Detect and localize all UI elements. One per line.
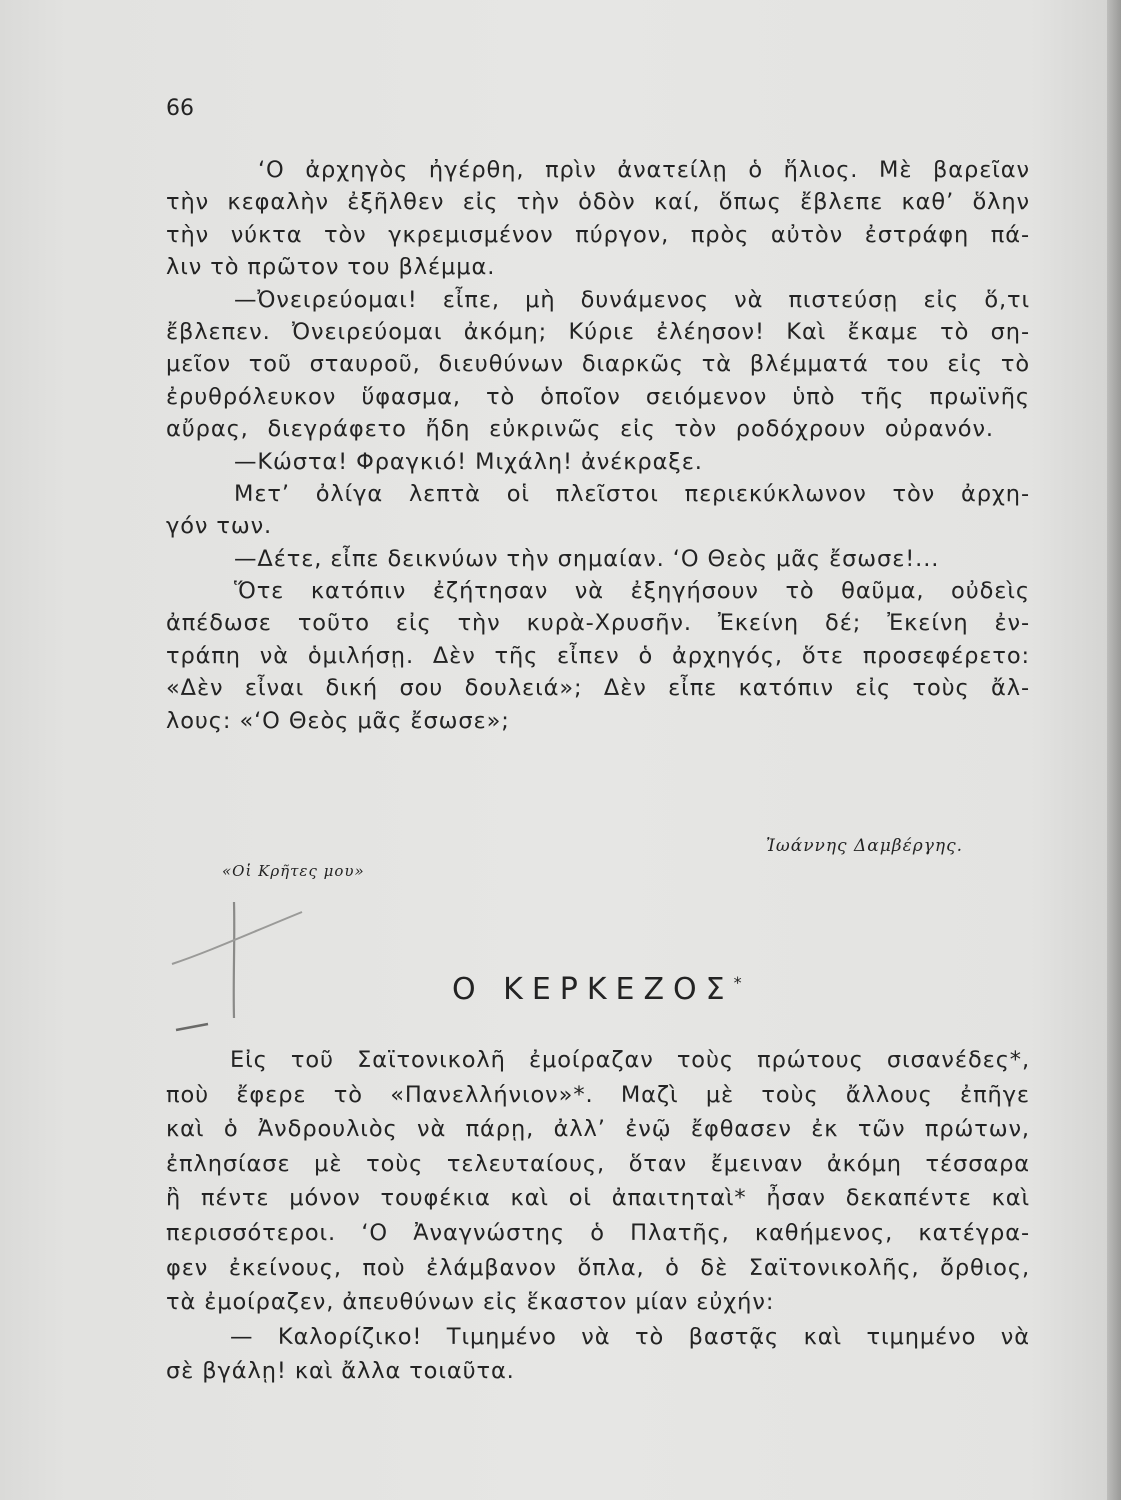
chapter-title: Ο ΚΕΡΚΕΖΟΣ [452,972,734,1007]
paragraph-line: τὴν κεφαλὴν ἐξῆλθεν εἰς τὴν ὁδὸν καί, ὅπως ἔβλεπε καθ’ ὅλην [166,189,1030,216]
paragraph-line: ἐρυθρόλευκον ὕφασμα, τὸ ὁποῖον σειόμενον ὑπὸ τῆς πρωϊνῆς [166,383,1030,410]
paragraph-line: αὔρας, διεγράφετο ἤδη εὐκρινῶς εἰς τὸν ροδόχρουν οὐρανόν. [166,416,994,443]
paragraph-line: ἔβλεπεν. Ὀνειρεύομαι ἀκόμη; Κύριε ἐλέησον! Καὶ ἔκαμε τὸ ση- [166,318,1030,345]
paragraph-line: φεν ἐκείνους, ποὺ ἐλάμβανον ὅπλα, ὁ δὲ Σαϊτονικολῆς, ὄρθιος, [166,1254,1030,1281]
paragraph-line: Ὅτε κατόπιν ἐζήτησαν νὰ ἐξηγήσουν τὸ θαῦμα, οὐδεὶς [234,578,1030,605]
paragraph-line: λους: «‘Ο Θεὸς μᾶς ἔσωσε»; [166,707,510,734]
paragraph-line: τὴν νύκτα τὸν γκρεμισμένον πύργον, πρὸς αὐτὸν ἐστράφη πά- [166,221,1030,248]
paragraph-line: καὶ ὁ Ἀνδρουλιὸς νὰ πάρῃ, ἀλλ’ ἐνῷ ἔφθασεν ἐκ τῶν πρώτων, [166,1116,1030,1143]
chapter-heading [452,972,742,1007]
paragraph-line: περισσότεροι. ‘Ο Ἀναγνώστης ὁ Πλατῆς, καθήμενος, κατέγρα- [166,1219,1030,1246]
story-ending [166,154,1030,737]
paragraph-line: τὰ ἐμοίραζεν, ἀπευθύνων εἰς ἕκαστον μίαν εὐχήν: [166,1289,775,1316]
paragraph-line: Εἰς τοῦ Σαϊτονικολῆ ἐμοίραζαν τοὺς πρώτους σισανέδες*, [230,1047,1030,1073]
paragraph-line: ‘Ο ἀρχηγὸς ἠγέρθη, πρὶν ἀνατείλῃ ὁ ἥλιος. Μὲ βαρεῖαν [258,157,1030,183]
source-citation: «Οἱ Κρῆτες μου» [222,862,365,880]
paragraph-line: ποὺ ἔφερε τὸ «Πανελλήνιον»*. Μαζὶ μὲ τοὺς ἄλλους ἐπῆγε [166,1081,1030,1108]
author-signature: Ἰωάννης Δαμβέργης. [766,836,963,856]
paragraph-line: —Ὀνειρεύομαι! εἶπε, μὴ δυνάμενος νὰ πιστεύσῃ εἰς ὅ,τι [234,286,1030,313]
paragraph-line: σὲ βγάλῃ! καὶ ἄλλα τοιαῦτα. [166,1358,515,1385]
paragraph-line: ἢ πέντε μόνον τουφέκια καὶ οἱ ἀπαιτηταὶ* ἦσαν δεκαπέντε καὶ [166,1185,1030,1212]
paragraph-line: τράπη νὰ ὁμιλήσῃ. Δὲν τῆς εἶπεν ὁ ἀρχηγός, ὅτε προσεφέρετο: [166,642,1030,669]
paragraph-line: — Καλορίζικο! Τιμημένο νὰ τὸ βαστᾷς καὶ τιμημένο νὰ [230,1323,1030,1350]
paragraph-line: —Κώστα! Φραγκιό! Μιχάλη! ἀνέκραξε. [234,448,703,475]
paragraph-line: μεῖον τοῦ σταυροῦ, διευθύνων διαρκῶς τὰ βλέμματά του εἰς τὸ [166,351,1030,378]
paragraph-line: ἀπέδωσε τοῦτο εἰς τὴν κυρὰ-Χρυσῆν. Ἐκείνη δέ; Ἐκείνη ἐν- [166,610,1030,637]
paragraph-line: γόν των. [166,513,273,540]
paragraph-line: λιν τὸ πρῶτον του βλέμμα. [166,254,496,281]
paragraph-line: —Δέτε, εἶπε δεικνύων τὴν σημαίαν. ‘Ο Θεὸς μᾶς ἔσωσε!... [234,545,940,572]
chapter-body [166,1043,1030,1389]
page-edge-shadow [1107,0,1121,1500]
paragraph-line: Μετ’ ὀλίγα λεπτὰ οἱ πλεῖστοι περιεκύκλωνον τὸν ἀρχη- [234,480,1030,507]
footnote-marker: * [733,973,742,992]
page-number: 66 [166,96,194,121]
paragraph-line: ἐπλησίασε μὲ τοὺς τελευταίους, ὅταν ἔμειναν ἀκόμη τέσσαρα [166,1150,1030,1177]
pencil-cross-mark [168,900,308,1050]
paragraph-line: «Δὲν εἶναι δική σου δουλειά»; Δὲν εἶπε κατόπιν εἰς τοὺς ἄλ- [166,675,1030,702]
